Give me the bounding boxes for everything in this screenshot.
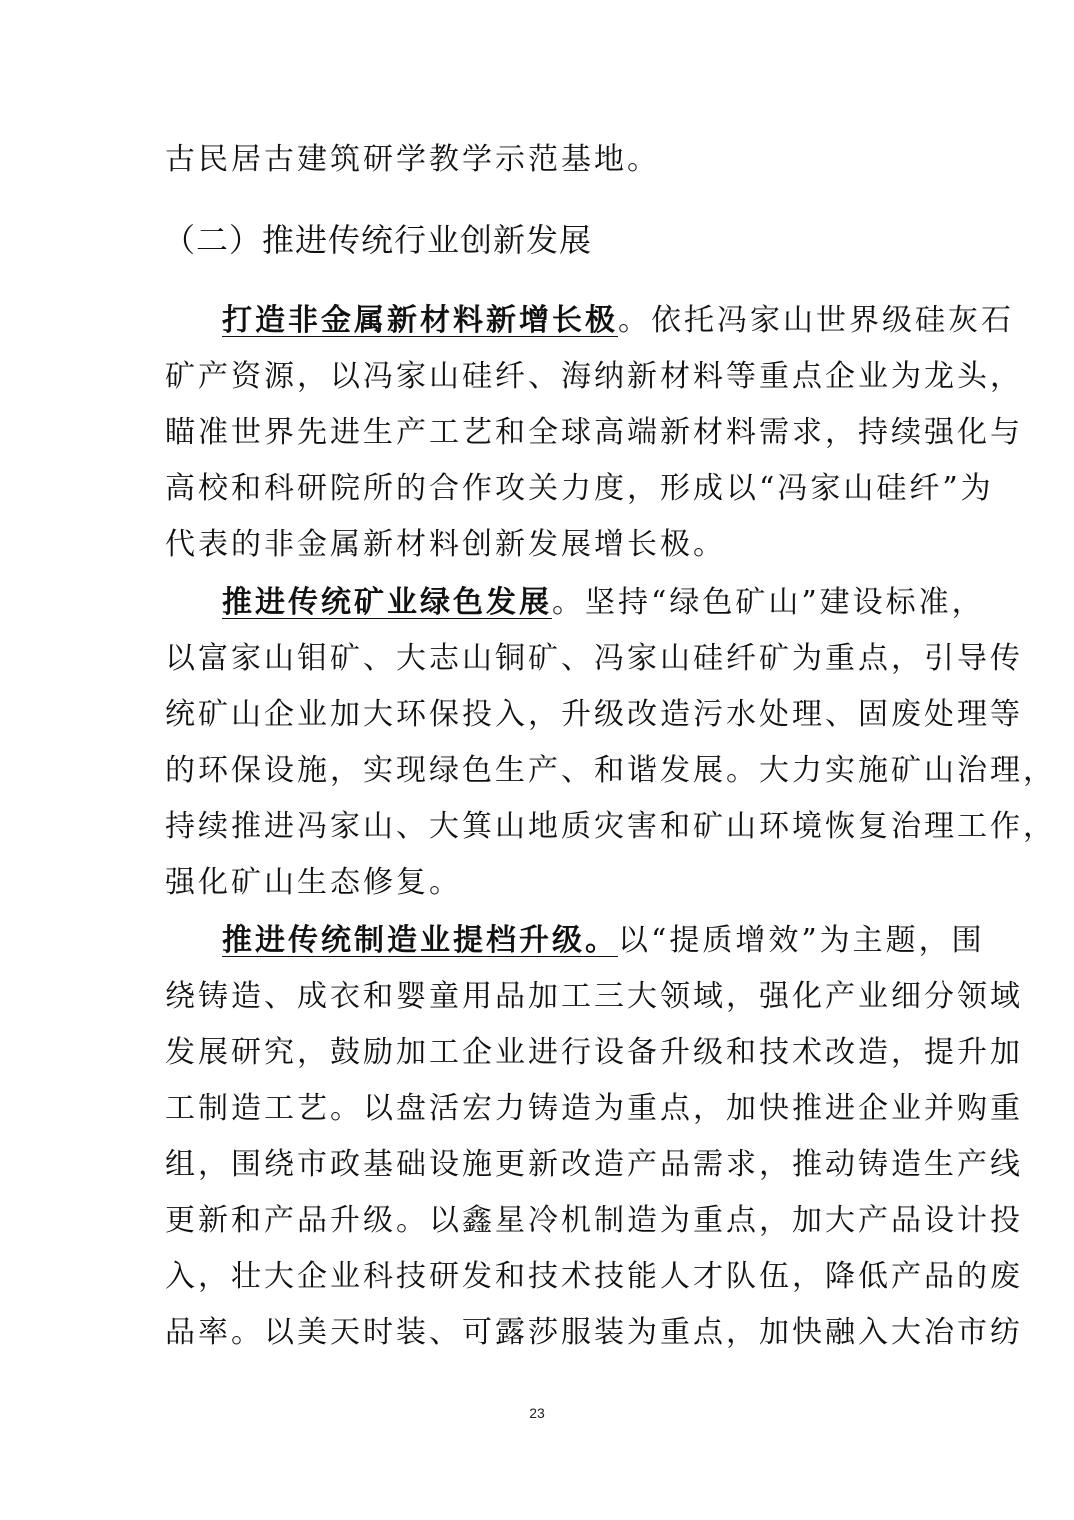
paragraph-1-line: 矿产资源，以冯家山硅纤、海纳新材料等重点企业为龙头， <box>165 359 1023 394</box>
paragraph-2-lead: 推进传统矿业绿色发展 <box>222 585 552 620</box>
paragraph-2-line: 的环保设施，实现绿色生产、和谐发展。大力实施矿山治理， <box>165 753 1056 788</box>
paragraph-1-line: 高校和科研院所的合作攻关力度，形成以“冯家山硅纤”为 <box>165 471 994 506</box>
page-number: 23 <box>529 1405 545 1421</box>
paragraph-1-first-line <box>222 301 1014 341</box>
paragraph-3-line: 入，壮大企业科技研发和技术技能人才队伍，降低产品的废 <box>165 1259 1023 1294</box>
paragraph-2-first-rest: 。坚持“绿色矿山”建设标准， <box>552 585 985 620</box>
section-heading: （二）推进传统行业创新发展 <box>163 221 593 259</box>
paragraph-2-line: 持续推进冯家山、大箕山地质灾害和矿山环境恢复治理工作， <box>165 809 1056 844</box>
paragraph-1-lead: 打造非金属新材料新增长极 <box>222 303 618 338</box>
paragraph-2-first-line <box>222 583 985 623</box>
paragraph-3-line: 发展研究，鼓励加工企业进行设备升级和技术改造，提升加 <box>165 1035 1023 1070</box>
intro-line: 古民居古建筑研学教学示范基地。 <box>165 142 660 177</box>
paragraph-1-first-rest: 。依托冯家山世界级硅灰石 <box>618 303 1014 338</box>
paragraph-3-line: 组，围绕市政基础设施更新改造产品需求，推动铸造生产线 <box>165 1147 1023 1182</box>
paragraph-3-line: 绕铸造、成衣和婴童用品加工三大领域，强化产业细分领域 <box>165 979 1023 1014</box>
paragraph-1-line: 瞄准世界先进生产工艺和全球高端新材料需求，持续强化与 <box>165 415 1023 450</box>
paragraph-1-line: 代表的非金属新材料创新发展增长极。 <box>165 527 726 562</box>
paragraph-3-line: 品率。以美天时装、可露莎服装为重点，加快融入大冶市纺 <box>165 1315 1023 1350</box>
paragraph-2-line: 统矿山企业加大环保投入，升级改造污水处理、固废处理等 <box>165 697 1023 732</box>
paragraph-2-line: 强化矿山生态修复。 <box>165 865 462 900</box>
paragraph-3-first-line <box>222 921 985 961</box>
paragraph-3-line: 更新和产品升级。以鑫星冷机制造为重点，加大产品设计投 <box>165 1203 1023 1238</box>
paragraph-3-first-rest: 以“提质增效”为主题，围 <box>618 923 985 958</box>
paragraph-3-line: 工制造工艺。以盘活宏力铸造为重点，加快推进企业并购重 <box>165 1091 1023 1126</box>
paragraph-2-line: 以富家山钼矿、大志山铜矿、冯家山硅纤矿为重点，引导传 <box>165 641 1023 676</box>
paragraph-3-lead: 推进传统制造业提档升级。 <box>222 923 618 958</box>
